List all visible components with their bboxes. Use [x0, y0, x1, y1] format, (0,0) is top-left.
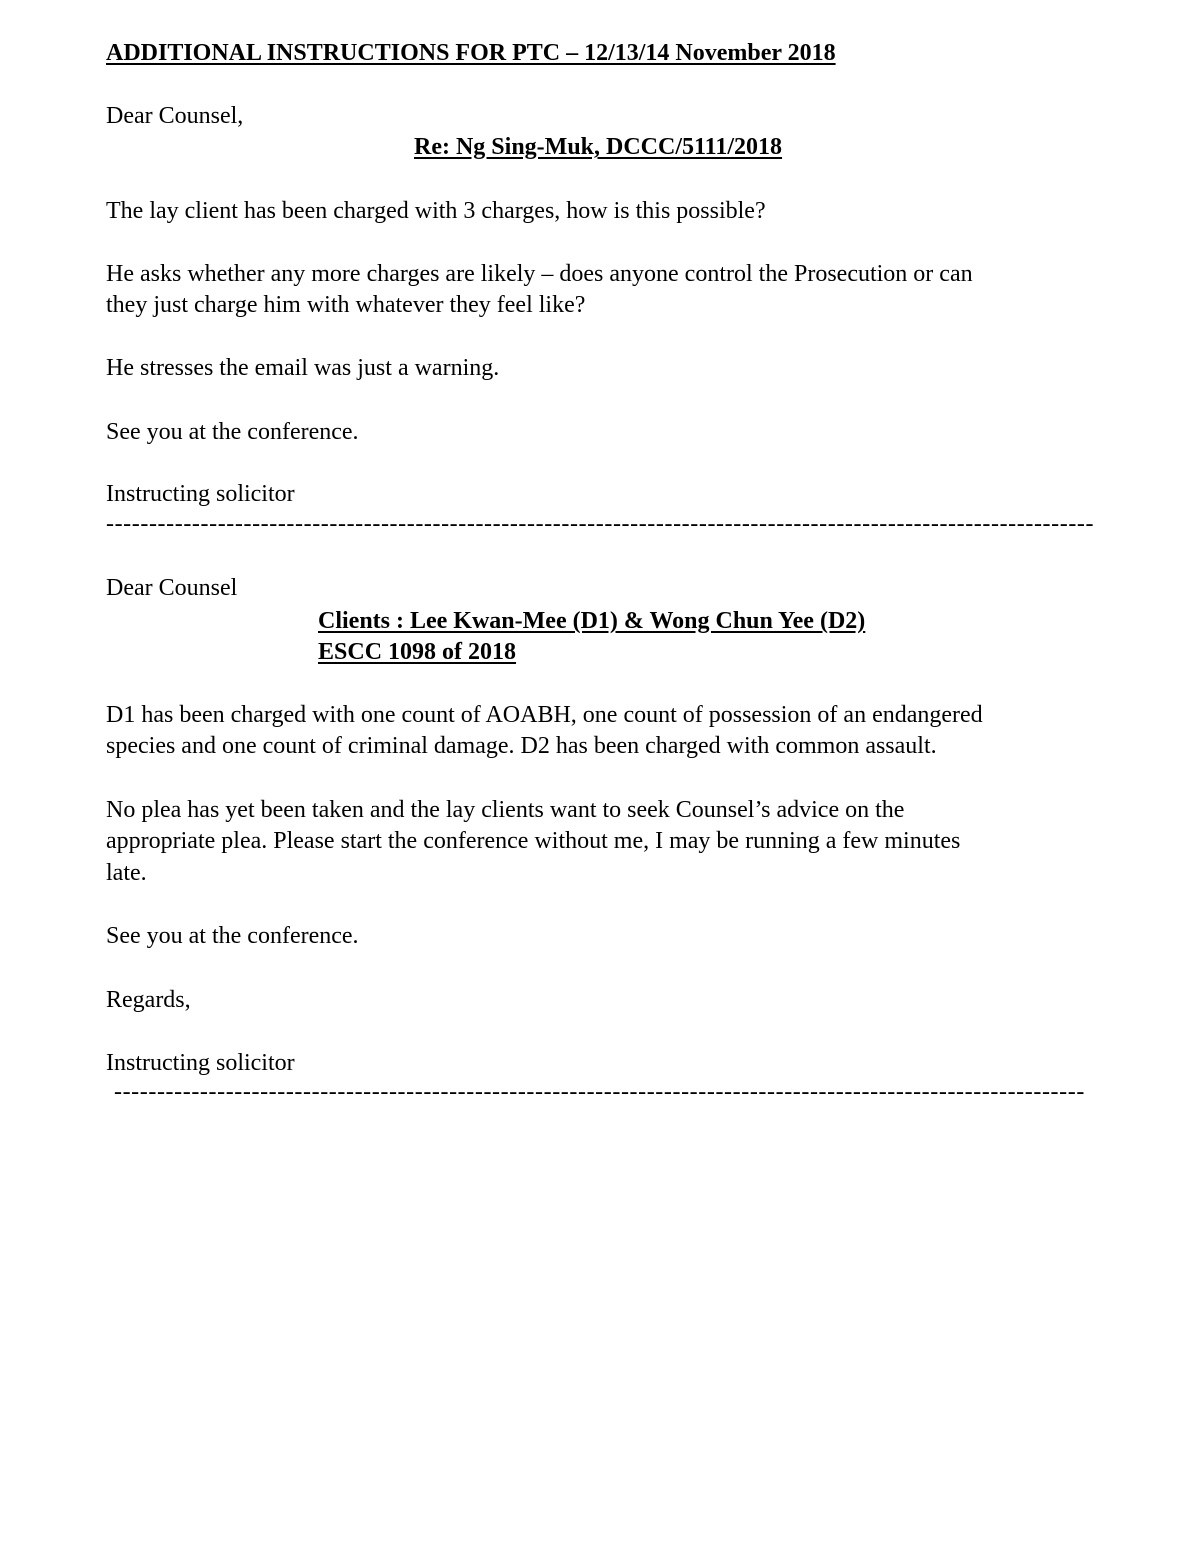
letter2-clients-line: Clients : Lee Kwan-Mee (D1) & Wong Chun Yee (D2): [318, 608, 866, 634]
letter1-greeting: Dear Counsel,: [106, 103, 244, 129]
document-heading: ADDITIONAL INSTRUCTIONS FOR PTC – 12/13/14 November 2018: [106, 40, 836, 66]
letter1-paragraph-2-line-1: He asks whether any more charges are likely – does anyone control the Prosecution or can: [106, 261, 973, 287]
separator-line-end: -----------------------------------------------------------------------------------------------------------------: [114, 1079, 1085, 1105]
letter2-paragraph-2-line-3: late.: [106, 860, 147, 886]
letter2-paragraph-2-line-2: appropriate plea. Please start the conference without me, I may be running a few minutes: [106, 828, 961, 854]
letter1-paragraph-2-line-2: they just charge him with whatever they feel like?: [106, 292, 586, 318]
letter2-greeting: Dear Counsel: [106, 575, 238, 601]
letter1-paragraph-4: See you at the conference.: [106, 419, 359, 445]
letter2-paragraph-1-line-2: species and one count of criminal damage. D2 has been charged with common assault.: [106, 733, 937, 759]
letter2-regards: Regards,: [106, 987, 191, 1013]
letter1-re-line: Re: Ng Sing-Muk, DCCC/5111/2018: [414, 134, 783, 160]
letter2-signoff: Instructing solicitor: [106, 1050, 295, 1076]
letter1-paragraph-1: The lay client has been charged with 3 charges, how is this possible?: [106, 198, 766, 224]
letter1-paragraph-3: He stresses the email was just a warning.: [106, 355, 500, 381]
separator-line: -------------------------------------------------------------------------------------------------------------------: [106, 511, 1095, 537]
letter2-paragraph-2-line-1: No plea has yet been taken and the lay clients want to seek Counsel’s advice on the: [106, 797, 905, 823]
letter2-case-line: ESCC 1098 of 2018: [318, 639, 517, 665]
letter2-paragraph-1-line-1: D1 has been charged with one count of AOABH, one count of possession of an endangered: [106, 702, 983, 728]
letter1-signoff: Instructing solicitor: [106, 481, 295, 507]
letter2-paragraph-3: See you at the conference.: [106, 923, 359, 949]
